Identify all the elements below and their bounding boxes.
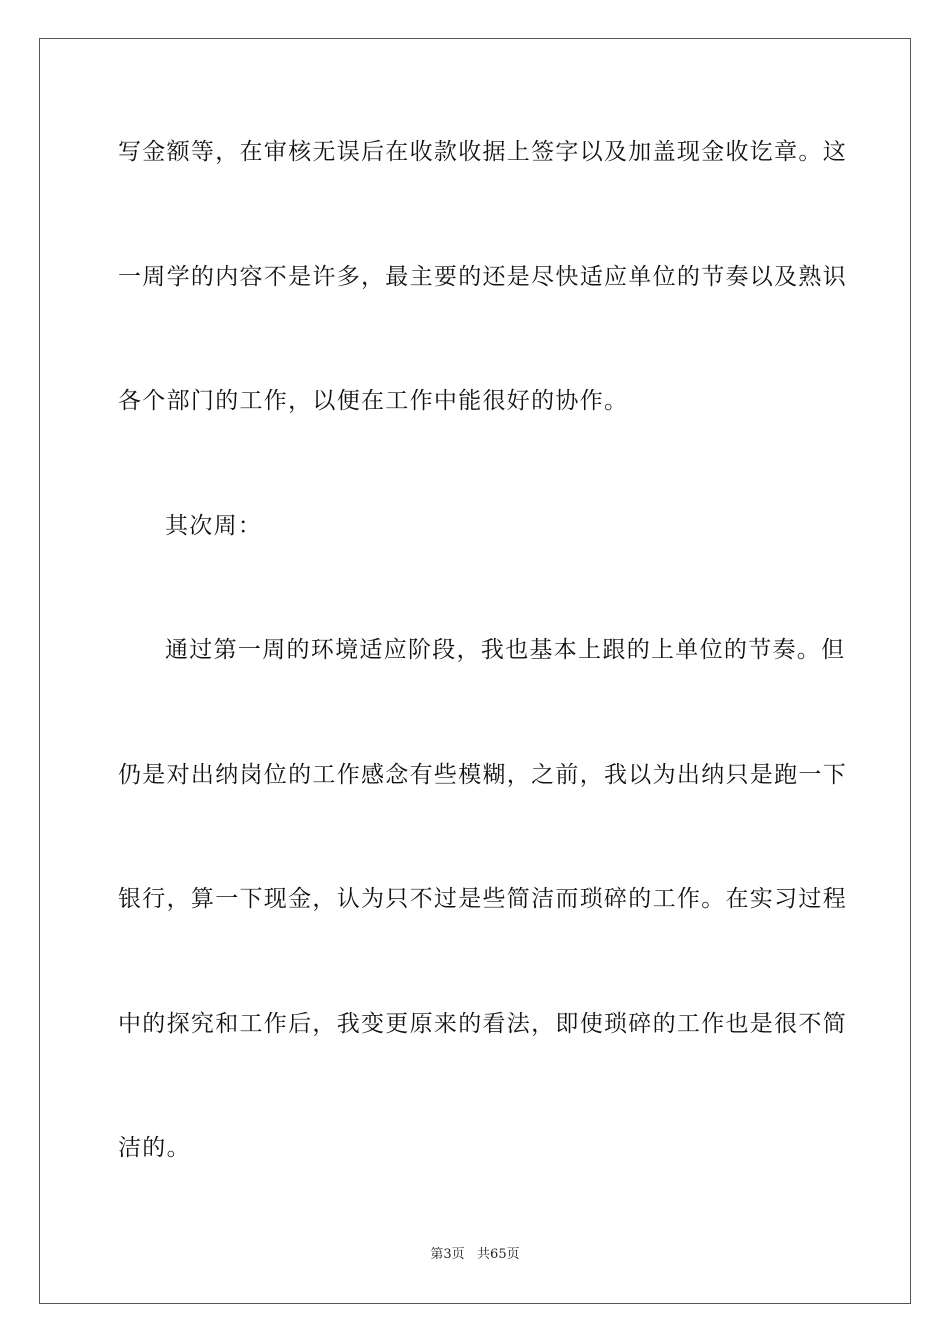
body-line-9: 洁的。 (118, 1135, 191, 1161)
page-border (39, 38, 911, 1304)
body-line-6: 仍是对出纳岗位的工作感念有些模糊，之前，我以为出纳只是跑一下 (118, 762, 847, 788)
body-line-5: 通过第一周的环境适应阶段，我也基本上跟的上单位的节奏。但 (165, 637, 846, 663)
section-heading: 其次周： (165, 513, 263, 539)
body-line-1: 写金额等，在审核无误后在收款收据上签字以及加盖现金收讫章。这 (118, 139, 847, 165)
body-line-3: 各个部门的工作，以便在工作中能很好的协作。 (118, 388, 629, 414)
body-line-7: 银行，算一下现金，认为只不过是些简洁而琐碎的工作。在实习过程 (118, 886, 847, 912)
body-line-8: 中的探究和工作后，我变更原来的看法，即使琐碎的工作也是很不简 (118, 1011, 847, 1037)
body-line-2: 一周学的内容不是许多，最主要的还是尽快适应单位的节奏以及熟识 (118, 264, 847, 290)
page-footer: 第3页 共65页 (430, 1247, 520, 1262)
